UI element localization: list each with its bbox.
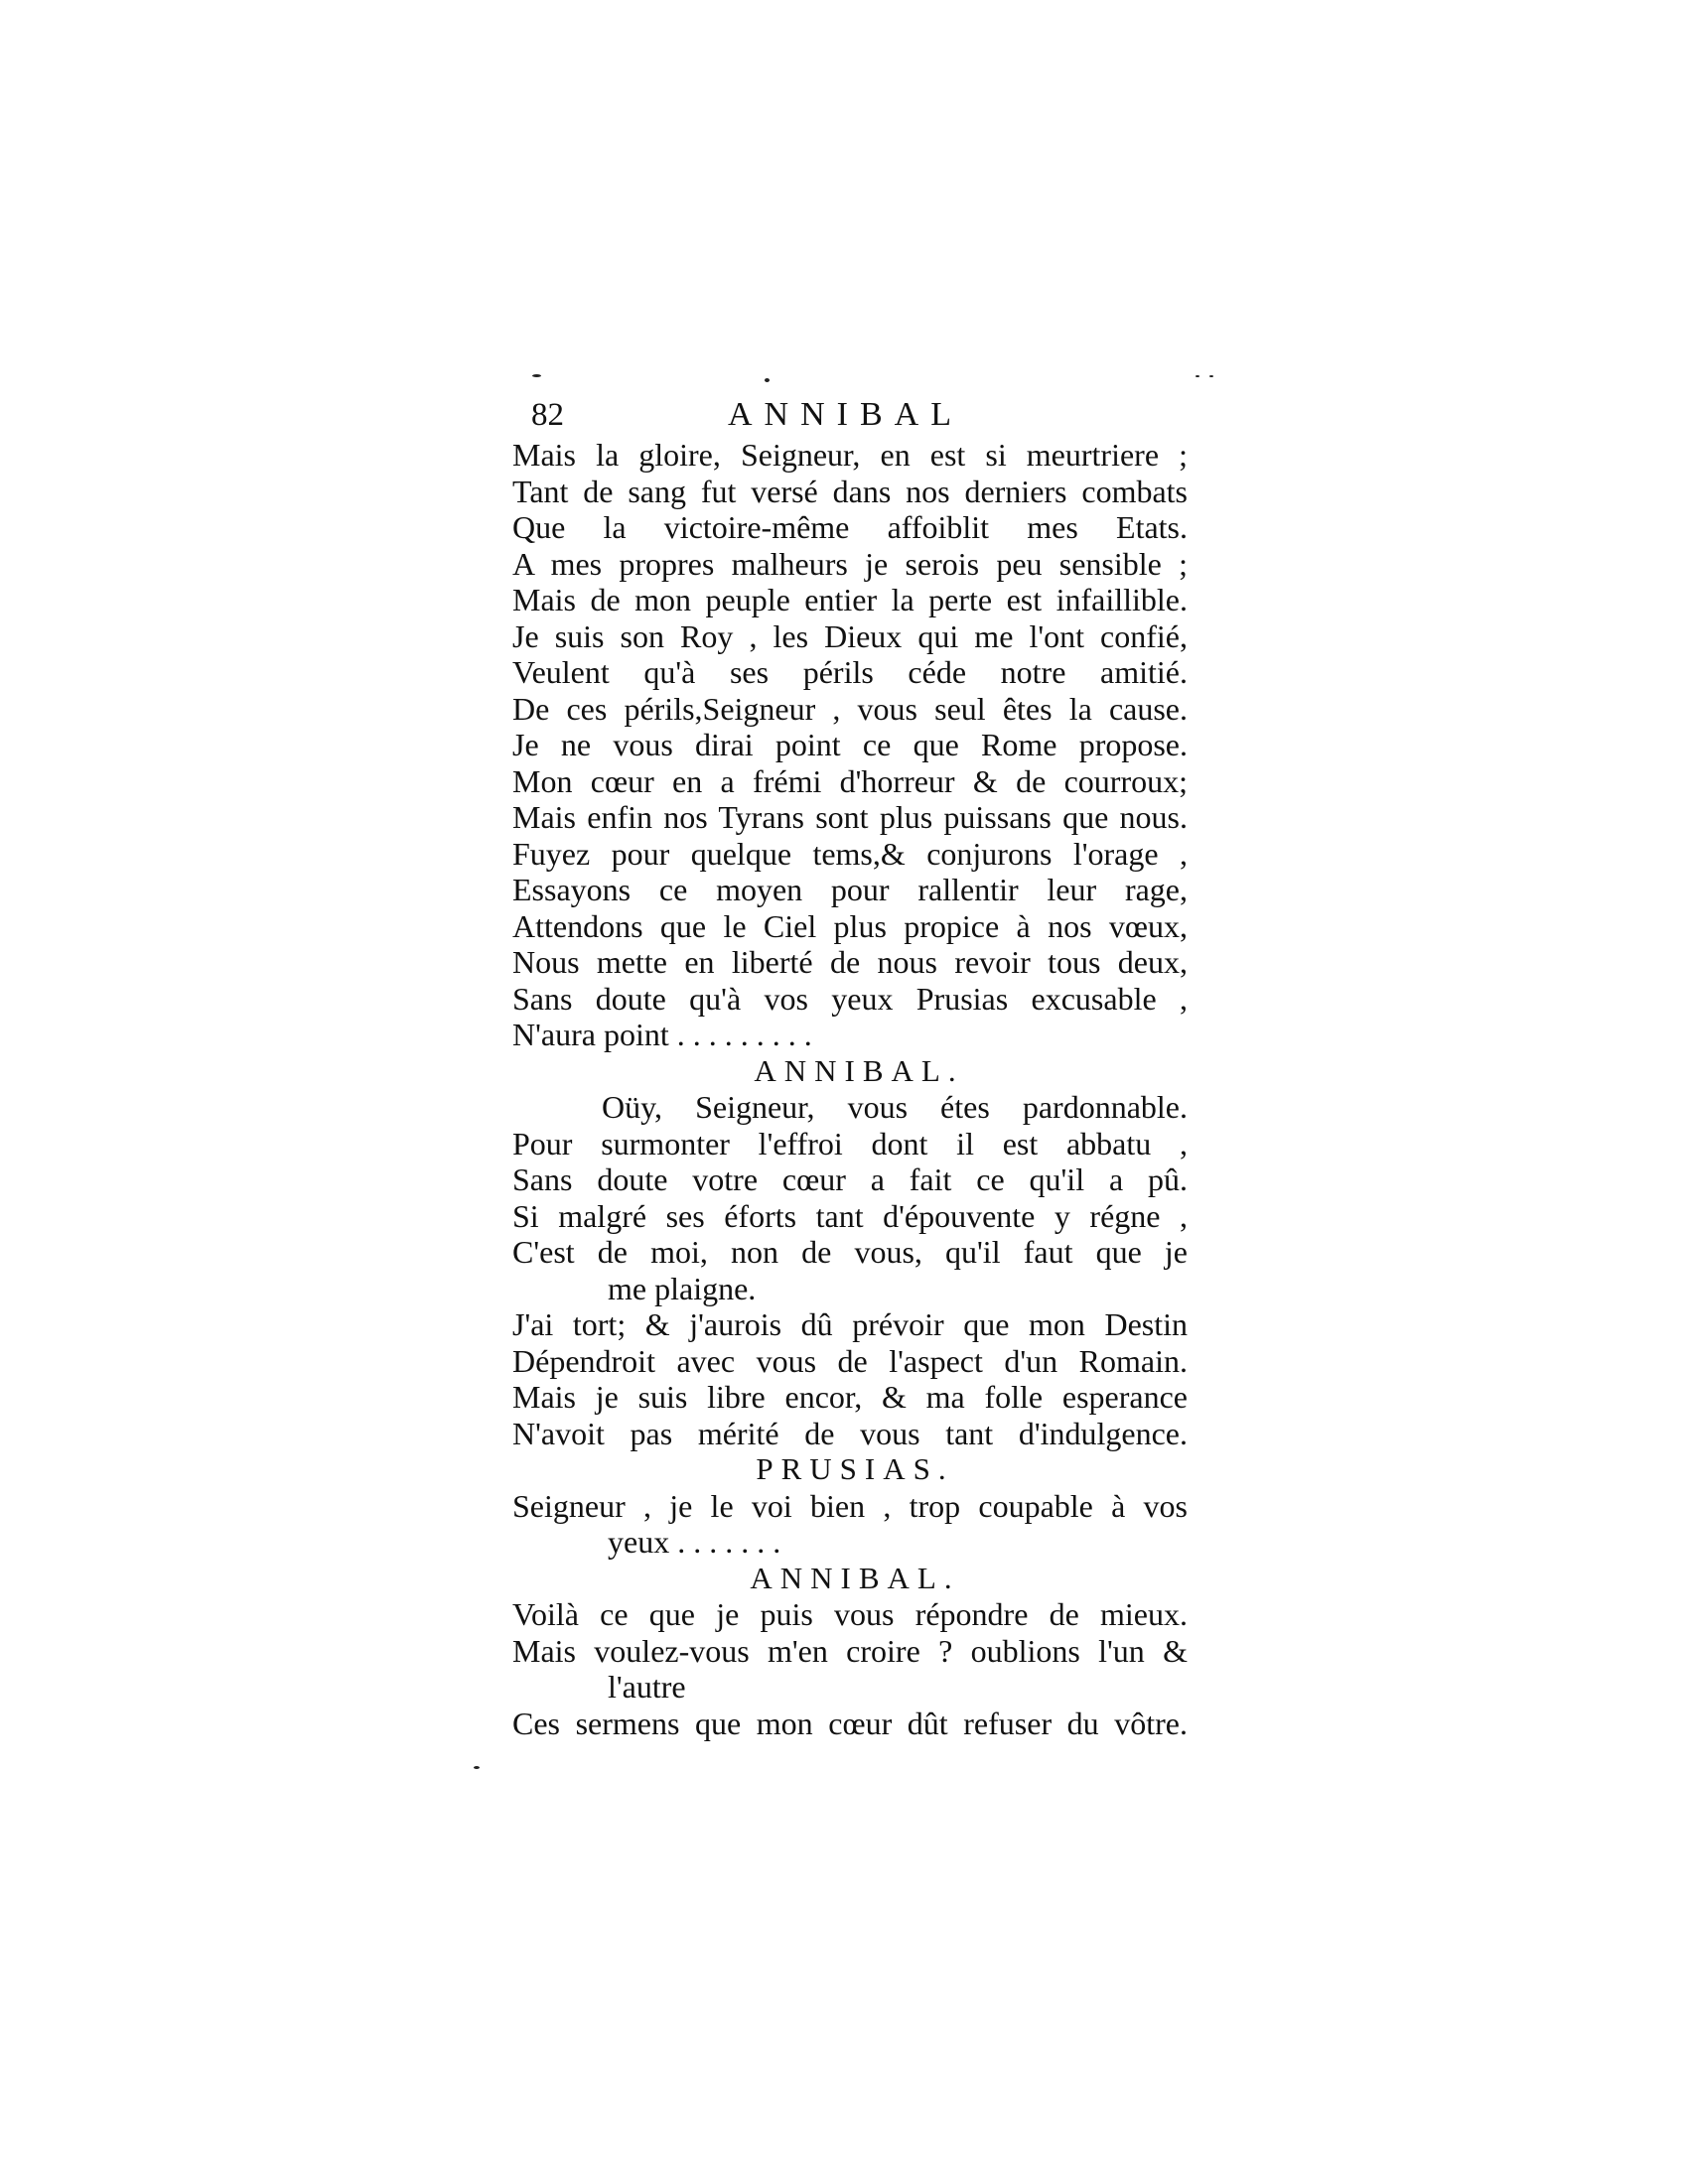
verse-line: J'ai tort; & j'aurois dû prévoir que mon Destin — [512, 1306, 1188, 1342]
verse-text — [512, 437, 1188, 1741]
verse-line: Mais voulez-vous m'en croire ? oublions l'un & — [512, 1632, 1188, 1669]
ink-speck — [1196, 375, 1199, 377]
verse-line-continuation: me plaigne. — [608, 1270, 757, 1306]
page-number: 82 — [531, 397, 564, 433]
verse-line: Seigneur , je le voi bien , trop coupable à vos — [512, 1487, 1188, 1524]
verse-line: Ces sermens que mon cœur dût refuser du vôtre. — [512, 1705, 1188, 1741]
verse-line: Je suis son Roy , les Dieux qui me l'ont confié, — [512, 617, 1188, 654]
verse-line: Sans doute votre cœur a fait ce qu'il a pû. — [512, 1161, 1188, 1197]
verse-line: Je ne vous dirai point ce que Rome propose. — [512, 727, 1188, 762]
verse-line: Mais de mon peuple entier la perte est infaillible. — [512, 582, 1188, 617]
verse-line: Tant de sang fut versé dans nos derniers combats — [512, 473, 1188, 509]
verse-line: Si malgré ses éforts tant d'épouvente y régne , — [512, 1197, 1188, 1234]
page-header — [531, 395, 1167, 439]
verse-line: Veulent qu'à ses périls céde notre amitié. — [512, 654, 1188, 690]
ink-speck — [1209, 375, 1213, 377]
running-head: ANNIBAL — [728, 396, 963, 433]
verse-line: Oüy, Seigneur, vous étes pardonnable. — [602, 1089, 1188, 1125]
verse-line-continuation: l'autre — [608, 1669, 686, 1705]
verse-line: A mes propres malheurs je serois peu sensible ; — [512, 545, 1188, 582]
verse-line-continuation: yeux . . . . . . . — [608, 1524, 781, 1560]
verse-line: Mais la gloire, Seigneur, en est si meurtriere ; — [512, 437, 1188, 473]
verse-line: Attendons que le Ciel plus propice à nos vœux, — [512, 907, 1188, 944]
speaker-name: ANNIBAL. — [754, 1052, 964, 1088]
speaker-name: PRUSIAS. — [756, 1451, 954, 1486]
verse-line: Mais je suis libre encor, & ma folle esperance — [512, 1379, 1188, 1415]
verse-line: Nous mette en liberté de nous revoir tous deux, — [512, 944, 1188, 980]
verse-line: Dépendroit avec vous de l'aspect d'un Romain. — [512, 1342, 1188, 1379]
verse-line: Pour surmonter l'effroi dont il est abbatu , — [512, 1125, 1188, 1161]
verse-line: Que la victoire-même affoiblit mes Etats. — [512, 509, 1188, 545]
verse-line: Mon cœur en a frémi d'horreur & de courroux; — [512, 762, 1188, 799]
ink-speck — [765, 378, 770, 382]
verse-line: Sans doute qu'à vos yeux Prusias excusable , — [512, 980, 1188, 1017]
verse-line: De ces périls,Seigneur , vous seul êtes la cause. — [512, 690, 1188, 727]
verse-line: Mais enfin nos Tyrans sont plus puissans que nous. — [512, 799, 1188, 835]
ink-speck — [532, 374, 541, 377]
ink-speck — [474, 1766, 480, 1769]
verse-line: N'aura point . . . . . . . . . — [512, 1017, 812, 1052]
verse-line: Voilà ce que je puis vous répondre de mieux. — [512, 1596, 1188, 1632]
verse-line: Fuyez pour quelque tems,& conjurons l'orage , — [512, 835, 1188, 872]
verse-line: Essayons ce moyen pour rallentir leur rage, — [512, 872, 1188, 907]
speaker-name: ANNIBAL. — [750, 1560, 960, 1595]
verse-line: N'avoit pas mérité de vous tant d'indulgence. — [512, 1415, 1188, 1451]
verse-line: C'est de moi, non de vous, qu'il faut que je — [512, 1234, 1188, 1270]
